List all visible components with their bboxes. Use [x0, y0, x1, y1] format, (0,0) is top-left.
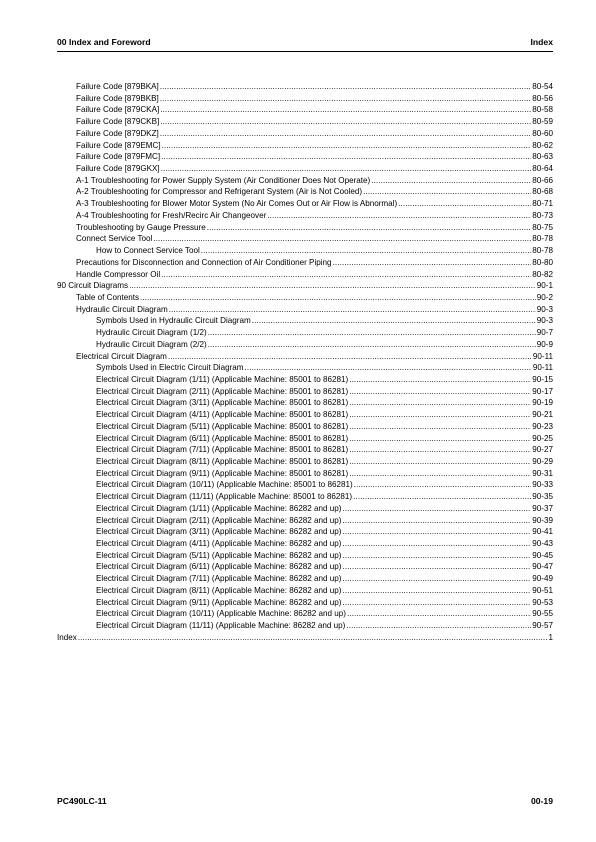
toc-entry-title: Symbols Used in Hydraulic Circuit Diagram	[96, 316, 251, 326]
dot-leader	[207, 222, 532, 234]
toc-entry-page: 90-23	[532, 421, 553, 431]
toc-entry-title: Electrical Circuit Diagram (10/11) (Applicable Machine: 86282 and up)	[96, 609, 346, 619]
toc-entry-page: 80-75	[532, 222, 553, 232]
toc-entry[interactable]	[57, 444, 553, 456]
toc-entry[interactable]	[57, 245, 553, 257]
toc-entry[interactable]	[57, 93, 553, 105]
toc-entry-title: Electrical Circuit Diagram (9/11) (Applicable Machine: 86282 and up)	[96, 597, 342, 607]
toc-entry[interactable]	[57, 116, 553, 128]
toc-entry-page: 80-56	[532, 93, 553, 103]
dot-leader	[342, 550, 531, 562]
toc-entry-page: 90-19	[532, 398, 553, 408]
toc-entry[interactable]	[57, 292, 553, 304]
dot-leader	[252, 315, 536, 327]
dot-leader	[160, 128, 532, 140]
toc-entry-page: 80-60	[532, 128, 553, 138]
dot-leader	[342, 515, 531, 527]
dot-leader	[161, 151, 531, 163]
dot-leader	[245, 362, 532, 374]
toc-entry[interactable]	[57, 186, 553, 198]
dot-leader	[267, 210, 531, 222]
toc-entry[interactable]	[57, 351, 553, 363]
toc-entry[interactable]	[57, 585, 553, 597]
toc-entry-title: Electrical Circuit Diagram (1/11) (Applicable Machine: 86282 and up)	[96, 503, 342, 513]
toc-entry-page: 90-57	[532, 621, 553, 631]
toc-entry[interactable]	[57, 597, 553, 609]
toc-entry-title: Electrical Circuit Diagram (2/11) (Applicable Machine: 85001 to 86281)	[96, 386, 349, 396]
toc-entry-page: 90-1	[536, 281, 553, 291]
dot-leader	[354, 479, 532, 491]
header-divider	[57, 51, 553, 52]
toc-entry-title: 90 Circuit Diagrams	[57, 281, 129, 291]
toc-entry[interactable]	[57, 151, 553, 163]
toc-entry-title: Index	[57, 632, 77, 642]
toc-entry-page: 90-35	[532, 492, 553, 502]
toc-entry-page: 80-64	[532, 164, 553, 174]
toc-entry-page: 90-7	[536, 328, 553, 338]
toc-entry[interactable]	[57, 304, 553, 316]
dot-leader	[353, 491, 531, 503]
dot-leader	[347, 608, 531, 620]
toc-entry[interactable]	[57, 128, 553, 140]
toc-entry[interactable]	[57, 573, 553, 585]
dot-leader	[161, 163, 532, 175]
toc-entry-title: Failure Code [879CKA]	[76, 105, 160, 115]
toc-entry-title: Electrical Circuit Diagram (10/11) (Applicable Machine: 85001 to 86281)	[96, 480, 353, 490]
toc-entry[interactable]	[57, 550, 553, 562]
table-of-contents	[57, 81, 553, 644]
toc-entry-page: 90-29	[532, 457, 553, 466]
toc-entry-title: Electrical Circuit Diagram (7/11) (Applicable Machine: 86282 and up)	[96, 574, 342, 584]
toc-entry-page: 90-15	[532, 374, 553, 384]
toc-entry[interactable]	[57, 632, 553, 644]
toc-entry-page: 1	[548, 632, 553, 642]
toc-entry[interactable]	[57, 233, 553, 245]
toc-entry[interactable]	[57, 175, 553, 187]
dot-leader	[78, 632, 548, 644]
dot-leader	[342, 503, 531, 515]
toc-entry[interactable]	[57, 257, 553, 269]
dot-leader	[169, 304, 536, 316]
toc-entry-title: Handle Compressor Oil	[76, 269, 161, 279]
dot-leader	[160, 104, 531, 116]
toc-entry-title: Electrical Circuit Diagram (4/11) (Applicable Machine: 86282 and up)	[96, 539, 342, 549]
toc-entry-page: 90-25	[532, 433, 553, 443]
dot-leader	[342, 597, 531, 609]
page-header	[57, 37, 553, 51]
toc-entry-page: 80-73	[532, 210, 553, 220]
toc-entry[interactable]	[57, 339, 553, 351]
toc-entry-page: 90-41	[532, 527, 553, 537]
toc-entry-page: 90-17	[532, 386, 553, 396]
dot-leader	[160, 93, 532, 105]
toc-entry-title: A-3 Troubleshooting for Blower Motor System (No Air Comes Out or Air Flow is Abnormal)	[76, 199, 398, 209]
toc-entry-title: A-1 Troubleshooting for Power Supply System (Air Conditioner Does Not Operate)	[76, 175, 371, 185]
toc-entry-page: 90-3	[536, 304, 553, 314]
toc-entry[interactable]	[57, 620, 553, 632]
dot-leader	[160, 116, 531, 128]
dot-leader	[349, 444, 531, 456]
dot-leader	[349, 456, 531, 468]
toc-entry-title: Electrical Circuit Diagram (11/11) (Applicable Machine: 86282 and up)	[96, 621, 346, 631]
toc-entry-page: 90-9	[536, 339, 553, 349]
dot-leader	[342, 573, 531, 585]
toc-entry-page: 90-55	[532, 609, 553, 619]
header-chapter-label: Index	[530, 37, 553, 47]
toc-entry-title: How to Connect Service Tool	[96, 246, 200, 256]
dot-leader	[342, 585, 531, 597]
toc-entry-title: Electrical Circuit Diagram	[76, 351, 167, 361]
toc-entry-page: 90-27	[532, 445, 553, 455]
toc-entry[interactable]	[57, 280, 553, 292]
toc-entry-title: Failure Code [879GKX]	[76, 164, 160, 174]
toc-entry-title: Failure Code [879DKZ]	[76, 128, 159, 138]
toc-entry-title: Failure Code [879CKB]	[76, 117, 160, 127]
toc-entry-title: Electrical Circuit Diagram (6/11) (Applicable Machine: 85001 to 86281)	[96, 433, 349, 443]
toc-entry-title: Hydraulic Circuit Diagram (1/2)	[96, 328, 207, 338]
toc-entry-title: Precautions for Disconnection and Connection of Air Conditioner Piping	[76, 257, 332, 267]
toc-entry-title: Failure Code [879BKA]	[76, 82, 159, 91]
dot-leader	[349, 386, 531, 398]
toc-entry-page: 90-43	[532, 539, 553, 549]
toc-entry-page: 80-78	[532, 246, 553, 256]
dot-leader	[160, 81, 532, 93]
toc-entry[interactable]	[57, 479, 553, 491]
toc-entry-title: Table of Contents	[76, 292, 139, 302]
toc-entry-page: 90-31	[532, 468, 553, 478]
toc-entry-title: Symbols Used in Electric Circuit Diagram	[96, 363, 244, 373]
footer-page-number: 00-19	[531, 796, 553, 806]
toc-entry-title: Failure Code [879FMC]	[76, 152, 161, 162]
toc-entry-title: A-2 Troubleshooting for Compressor and Refrigerant System (Air is Not Cooled)	[76, 187, 363, 197]
toc-entry-page: 80-80	[532, 257, 553, 267]
toc-entry-title: Electrical Circuit Diagram (5/11) (Applicable Machine: 85001 to 86281)	[96, 421, 349, 431]
footer-model-number: PC490LC-11	[57, 796, 107, 806]
toc-entry-page: 80-63	[532, 152, 553, 162]
toc-entry-page: 90-45	[532, 550, 553, 560]
dot-leader	[161, 269, 531, 281]
dot-leader	[153, 233, 531, 245]
toc-entry-title: Electrical Circuit Diagram (4/11) (Applicable Machine: 85001 to 86281)	[96, 410, 349, 420]
toc-entry[interactable]	[57, 386, 553, 398]
toc-entry[interactable]	[57, 327, 553, 339]
dot-leader	[333, 257, 532, 269]
toc-entry[interactable]	[57, 491, 553, 503]
toc-entry[interactable]	[57, 561, 553, 573]
toc-entry[interactable]	[57, 526, 553, 538]
toc-entry-title: Electrical Circuit Diagram (11/11) (Applicable Machine: 85001 to 86281)	[96, 492, 353, 502]
dot-leader	[371, 175, 531, 187]
toc-entry-page: 80-59	[532, 117, 553, 127]
dot-leader	[349, 433, 531, 445]
toc-entry-page: 90-47	[532, 562, 553, 572]
dot-leader	[342, 526, 531, 538]
dot-leader	[363, 186, 531, 198]
toc-entry[interactable]	[57, 503, 553, 515]
toc-entry-title: Troubleshooting by Gauge Pressure	[76, 222, 206, 232]
toc-entry-title: Electrical Circuit Diagram (6/11) (Applicable Machine: 86282 and up)	[96, 562, 342, 572]
toc-entry-title: Electrical Circuit Diagram (8/11) (Applicable Machine: 85001 to 86281)	[96, 457, 349, 466]
toc-entry-page: 80-82	[532, 269, 553, 279]
toc-entry[interactable]	[57, 210, 553, 222]
toc-entry[interactable]	[57, 433, 553, 445]
toc-entry-title: Electrical Circuit Diagram (1/11) (Applicable Machine: 85001 to 86281)	[96, 374, 349, 384]
toc-entry-title: Hydraulic Circuit Diagram	[76, 304, 168, 314]
toc-entry-page: 80-68	[532, 187, 553, 197]
toc-entry[interactable]	[57, 374, 553, 386]
toc-entry-page: 80-66	[532, 175, 553, 185]
dot-leader	[201, 245, 532, 257]
dot-leader	[168, 351, 532, 363]
toc-entry[interactable]	[57, 104, 553, 116]
toc-entry[interactable]	[57, 421, 553, 433]
toc-entry-title: Hydraulic Circuit Diagram (2/2)	[96, 339, 207, 349]
toc-entry-title: Electrical Circuit Diagram (9/11) (Applicable Machine: 85001 to 86281)	[96, 468, 349, 478]
dot-leader	[398, 198, 531, 210]
header-section-title: 00 Index and Foreword	[57, 37, 151, 47]
toc-entry[interactable]	[57, 397, 553, 409]
toc-entry-page: 80-62	[532, 140, 553, 150]
toc-entry[interactable]	[57, 140, 553, 152]
toc-entry[interactable]	[57, 515, 553, 527]
dot-leader	[140, 292, 536, 304]
toc-entry-page: 90-11	[532, 351, 553, 361]
dot-leader	[342, 538, 531, 550]
toc-entry-title: Electrical Circuit Diagram (3/11) (Applicable Machine: 85001 to 86281)	[96, 398, 349, 408]
toc-entry[interactable]	[57, 362, 553, 374]
dot-leader	[162, 140, 532, 152]
toc-entry-title: Connect Service Tool	[76, 234, 153, 244]
toc-entry-title: Electrical Circuit Diagram (8/11) (Applicable Machine: 86282 and up)	[96, 585, 342, 595]
toc-entry-title: Electrical Circuit Diagram (3/11) (Applicable Machine: 86282 and up)	[96, 527, 342, 537]
toc-entry-page: 90-3	[536, 316, 553, 326]
toc-entry-page: 90-49	[532, 574, 553, 584]
toc-entry[interactable]	[57, 468, 553, 480]
toc-entry[interactable]	[57, 269, 553, 281]
toc-entry-page: 90-37	[532, 503, 553, 513]
toc-entry[interactable]	[57, 163, 553, 175]
dot-leader	[129, 280, 536, 292]
toc-entry-title: Electrical Circuit Diagram (5/11) (Applicable Machine: 86282 and up)	[96, 550, 342, 560]
dot-leader	[349, 421, 531, 433]
toc-entry-page: 80-58	[532, 105, 553, 115]
dot-leader	[349, 397, 531, 409]
toc-entry-title: Electrical Circuit Diagram (7/11) (Applicable Machine: 85001 to 86281)	[96, 445, 349, 455]
toc-entry[interactable]	[57, 608, 553, 620]
toc-entry-page: 90-51	[532, 585, 553, 595]
toc-entry-page: 90-11	[532, 363, 553, 373]
dot-leader	[349, 409, 531, 421]
toc-entry-title: Failure Code [879EMC]	[76, 140, 161, 150]
toc-entry-page: 90-33	[532, 480, 553, 490]
dot-leader	[208, 327, 536, 339]
toc-entry[interactable]	[57, 222, 553, 234]
toc-entry[interactable]	[57, 315, 553, 327]
toc-entry[interactable]	[57, 456, 553, 468]
toc-entry[interactable]	[57, 409, 553, 421]
toc-entry-page: 90-21	[532, 410, 553, 420]
toc-entry-title: A-4 Troubleshooting for Fresh/Recirc Air Changeover	[76, 210, 267, 220]
toc-entry-page: 90-2	[536, 292, 553, 302]
toc-entry-page: 80-78	[532, 234, 553, 244]
toc-entry[interactable]	[57, 81, 553, 93]
dot-leader	[208, 339, 536, 351]
toc-entry-page: 80-71	[532, 199, 553, 209]
toc-entry[interactable]	[57, 198, 553, 210]
dot-leader	[342, 561, 531, 573]
dot-leader	[349, 468, 531, 480]
toc-entry-page: 90-53	[532, 597, 553, 607]
toc-entry-title: Failure Code [879BKB]	[76, 93, 159, 103]
toc-entry-title: Electrical Circuit Diagram (2/11) (Applicable Machine: 86282 and up)	[96, 515, 342, 525]
toc-entry-page: 90-39	[532, 515, 553, 525]
toc-entry-page: 80-54	[532, 82, 553, 91]
dot-leader	[346, 620, 531, 632]
toc-entry[interactable]	[57, 538, 553, 550]
dot-leader	[349, 374, 531, 386]
